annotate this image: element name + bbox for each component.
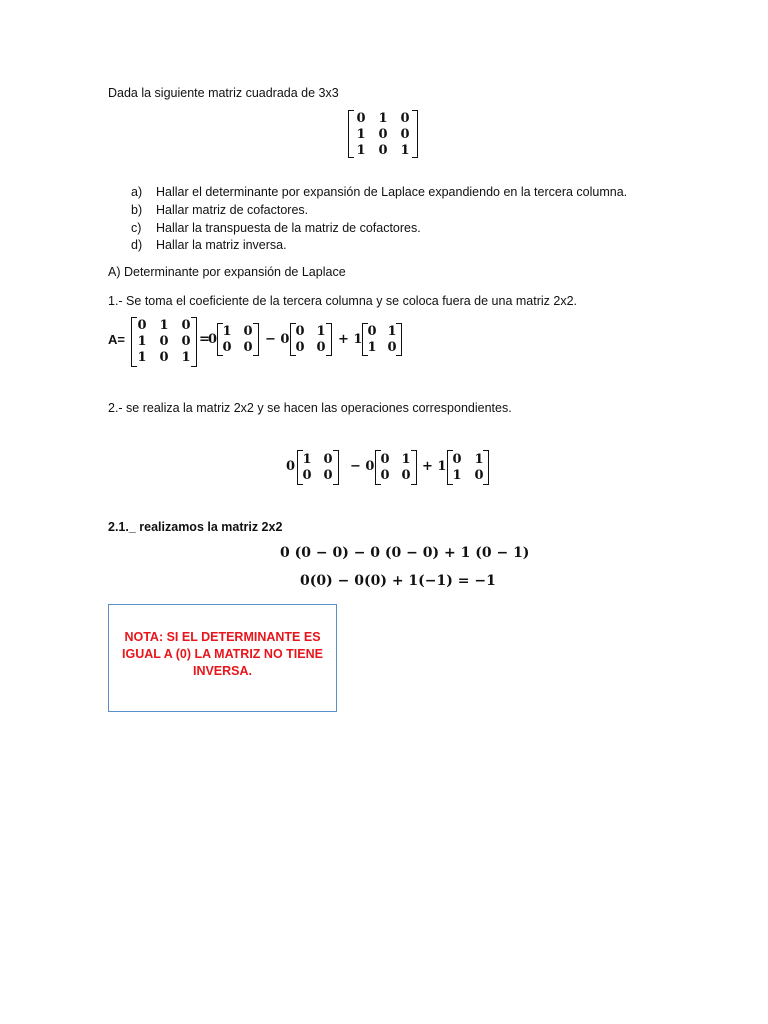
- task-text: Hallar la transpuesta de la matriz de cofactores.: [156, 221, 421, 235]
- note-text: [109, 629, 336, 680]
- minor-matrix-1: [217, 323, 259, 356]
- matrix-cell: 1: [367, 340, 377, 355]
- step-2-1-text: 2.1._ realizamos la matriz 2x2: [108, 520, 283, 534]
- matrix-cell: 0: [474, 468, 484, 483]
- matrix-cell: 0: [380, 468, 390, 483]
- matrix-cell: 1: [474, 452, 484, 467]
- matrix-cell: 0: [181, 334, 191, 349]
- coefficient: 0: [286, 459, 296, 474]
- step-1-text: 1.- Se toma el coeficiente de la tercera columna y se coloca fuera de una matriz 2x2.: [108, 294, 577, 308]
- minor-matrix-3: [362, 323, 402, 356]
- matrix-cell: 0: [159, 350, 169, 365]
- matrix-cell: 0: [181, 318, 191, 333]
- note-line: NOTA: SI EL DETERMINANTE ES: [124, 630, 321, 644]
- note-box: [108, 604, 337, 712]
- matrix-cell: 0: [380, 452, 390, 467]
- matrix-cell: 0: [378, 143, 388, 158]
- matrix-cell: 0: [137, 318, 147, 333]
- intro-text: Dada la siguiente matriz cuadrada de 3x3: [108, 86, 339, 100]
- matrix-cell: 1: [356, 143, 366, 158]
- matrix-cell: 0: [356, 111, 366, 126]
- matrix-cell: 0: [243, 324, 253, 339]
- matrix-cell: 1: [452, 468, 462, 483]
- matrix-cell: 0: [323, 468, 333, 483]
- matrix-3x3-copy: [131, 317, 197, 367]
- matrix-cell: 0: [400, 111, 410, 126]
- step-2-text: 2.- se realiza la matriz 2x2 y se hacen las operaciones correspondientes.: [108, 401, 512, 415]
- plus-term: + 1: [422, 459, 447, 474]
- equals-sign: =: [199, 332, 210, 347]
- matrix-cell: 0: [400, 127, 410, 142]
- matrix-cell: 1: [137, 334, 147, 349]
- matrix-cell: 0: [452, 452, 462, 467]
- matrix-cell: 0: [295, 324, 305, 339]
- task-marker: a): [131, 185, 143, 199]
- matrix-cell: 0: [378, 127, 388, 142]
- matrix-cell: 0: [302, 468, 312, 483]
- matrix-cell: 1: [400, 143, 410, 158]
- matrix-cell: 0: [401, 468, 411, 483]
- coefficient: 0: [208, 332, 218, 347]
- task-marker: c): [131, 221, 142, 235]
- minus-term: − 0: [265, 332, 290, 347]
- section-a-heading: A) Determinante por expansión de Laplace: [108, 265, 346, 279]
- matrix-cell: 1: [316, 324, 326, 339]
- matrix-cell: 0: [222, 340, 232, 355]
- minor-matrix-1: [297, 450, 339, 485]
- task-marker: b): [131, 203, 143, 217]
- matrix-cell: 1: [137, 350, 147, 365]
- matrix-3x3: [348, 110, 418, 158]
- matrix-cell: 0: [295, 340, 305, 355]
- minus-term: − 0: [350, 459, 375, 474]
- matrix-cell: 0: [323, 452, 333, 467]
- minor-matrix-3: [447, 450, 489, 485]
- matrix-cell: 1: [159, 318, 169, 333]
- matrix-cell: 1: [378, 111, 388, 126]
- calculation-line-1: 0 (0 − 0) − 0 (0 − 0) + 1 (0 − 1): [280, 545, 530, 561]
- matrix-cell: 0: [387, 340, 397, 355]
- matrix-cell: 1: [356, 127, 366, 142]
- matrix-cell: 0: [367, 324, 377, 339]
- task-marker: d): [131, 238, 143, 252]
- matrix-cell: 1: [302, 452, 312, 467]
- matrix-cell: 0: [243, 340, 253, 355]
- matrix-cell: 1: [181, 350, 191, 365]
- equation-lhs: A=: [108, 332, 125, 347]
- note-line: IGUAL A (0) LA MATRIZ NO TIENE: [122, 647, 323, 661]
- right-bracket: [412, 110, 418, 158]
- matrix-cell: 0: [316, 340, 326, 355]
- matrix-cell: 0: [159, 334, 169, 349]
- matrix-cell: 1: [387, 324, 397, 339]
- task-text: Hallar el determinante por expansión de Laplace expandiendo en la tercera columna.: [156, 185, 628, 199]
- note-line: INVERSA.: [192, 664, 253, 678]
- matrix-cell: 1: [222, 324, 232, 339]
- minor-matrix-2: [375, 450, 417, 485]
- minor-matrix-2: [290, 323, 332, 356]
- plus-term: + 1: [338, 332, 363, 347]
- task-text: Hallar la matriz inversa.: [156, 238, 287, 252]
- matrix-cell: 1: [401, 452, 411, 467]
- calculation-line-2: 0(0) − 0(0) + 1(−1) = −1: [300, 573, 496, 589]
- task-text: Hallar matriz de cofactores.: [156, 203, 309, 217]
